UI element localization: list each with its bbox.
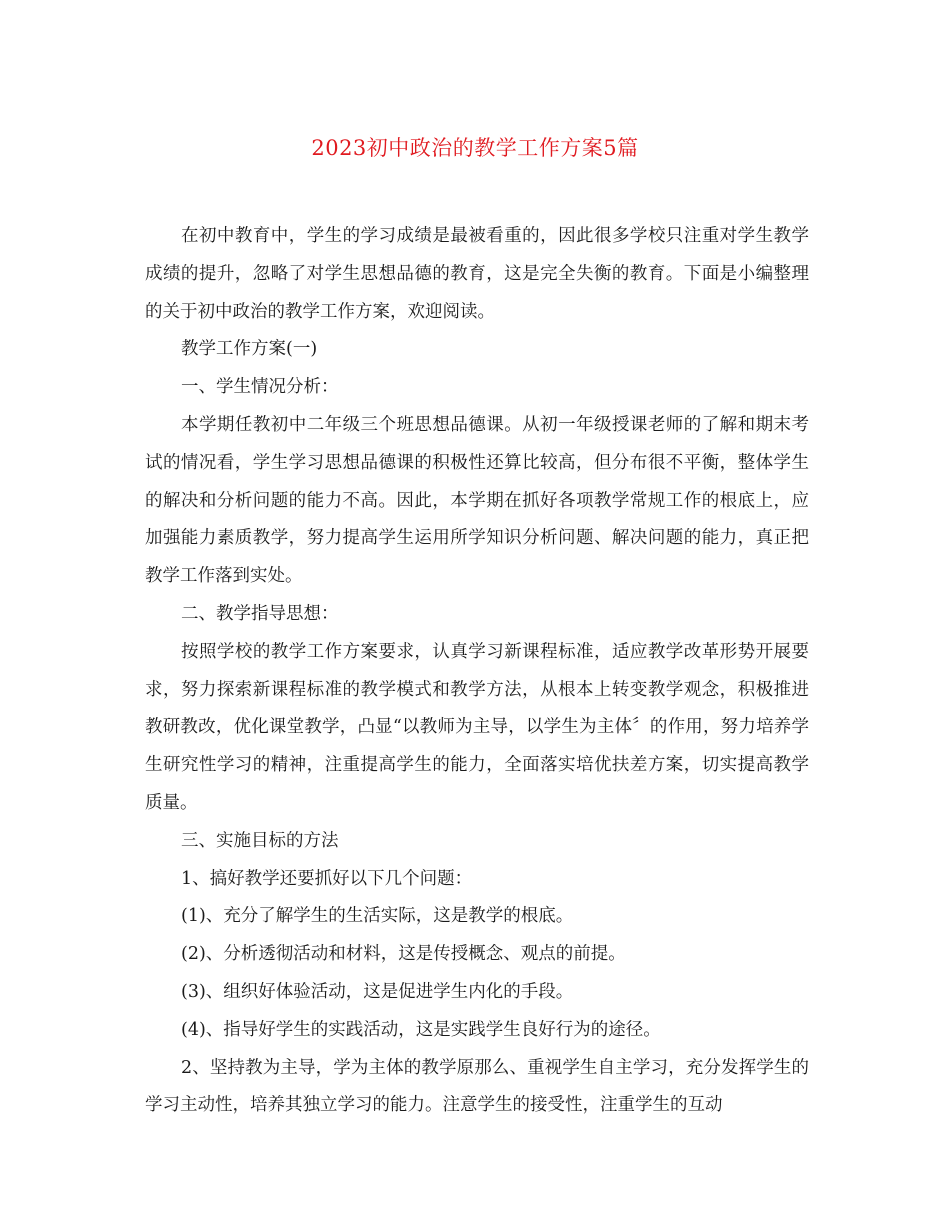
list-item-2: 2、坚持教为主导，学为主体的教学原那么、重视学生自主学习，充分发挥学生的学习主动性，培养其独立学习的能力。注意学生的接受性，注重学生的互动	[145, 1057, 809, 1116]
list-subitem-4: (4)、指导好学生的实践活动，这是实践学生良好行为的途径。	[181, 1019, 661, 1040]
list-subitem-1: (1)、充分了解学生的生活实际，这是教学的根底。	[181, 906, 574, 927]
paragraph-student-analysis: 本学期任教初中二年级三个班思想品德课。从初一年级授课老师的了解和期末考试的情况看，学生学习思想品德课的积极性还算比较高，但分布很不平衡，整体学生的解决和分析问题的能力不高。因此，本学期在抓好各项教学常规工作的根底上，应加强能力素质教学，努力提高学生运用所学知识分析问题、解决问题的能力，真正把教学工作落到实处。	[145, 414, 809, 587]
document-title: 2023初中政治的教学工作方案5篇	[311, 136, 639, 160]
paragraph-guiding-thought: 按照学校的教学工作方案要求，认真学习新课程标准，适应教学改革形势开展要求，努力探索新课程标准的教学模式和教学方法，从根本上转变教学观念，积极推进教研教改，优化课堂教学，凸显“以教师为主导，以学生为主体〞的作用，努力培养学生研究性学习的精神，注重提高学生的能力，全面落实培优扶差方案，切实提高教学质量。	[145, 641, 809, 813]
list-subitem-2: (2)、分析透彻活动和材料，这是传授概念、观点的前提。	[181, 944, 626, 965]
heading-guiding-thought: 二、教学指导思想：	[181, 603, 339, 624]
list-item-1: 1、搞好教学还要抓好以下几个问题：	[181, 868, 473, 889]
heading-implementation: 三、实施目标的方法	[181, 830, 339, 851]
heading-plan-one: 教学工作方案(一)	[181, 339, 318, 360]
list-subitem-3: (3)、组织好体验活动，这是促进学生内化的手段。	[181, 981, 574, 1002]
heading-student-analysis: 一、学生情况分析：	[181, 377, 339, 398]
paragraph-intro: 在初中教育中，学生的学习成绩是最被看重的，因此很多学校只注重对学生教学成绩的提升，忽略了对学生思想品德的教育，这是完全失衡的教育。下面是小编整理的关于初中政治的教学工作方案，欢迎阅读。	[145, 226, 809, 322]
document-body	[145, 218, 809, 1125]
